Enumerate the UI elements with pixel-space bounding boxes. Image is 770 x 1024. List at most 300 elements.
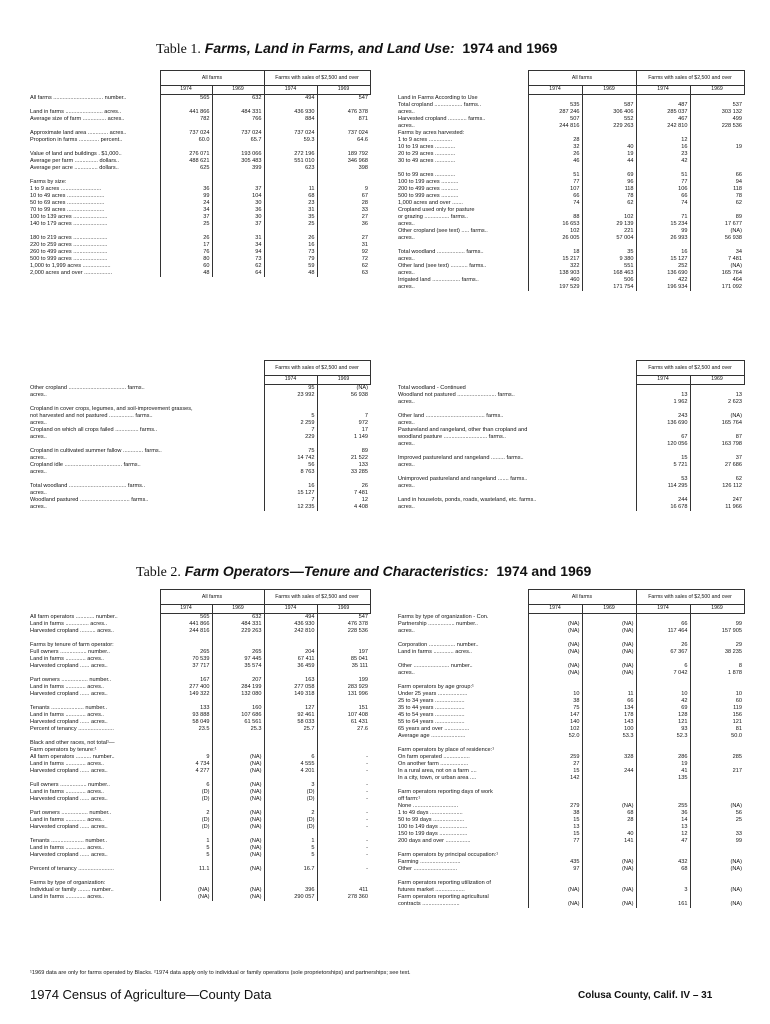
row-value: 29 <box>690 642 744 649</box>
table-row <box>28 635 370 642</box>
table-row <box>396 385 744 393</box>
row-value: - <box>317 824 370 831</box>
row-label: 10 to 49 acres ........................ <box>30 193 105 199</box>
table-row <box>396 873 744 880</box>
row-value: - <box>317 782 370 789</box>
table-row <box>28 476 370 483</box>
row-value: 87 <box>690 434 744 441</box>
row-value <box>582 789 636 796</box>
row-value: - <box>317 810 370 817</box>
row-value: 632 <box>212 614 264 622</box>
row-label: Harvested cropland ...... acres.. <box>30 691 108 697</box>
row-value: 36 459 <box>264 663 317 670</box>
table-row <box>396 102 744 109</box>
row-value: 58 033 <box>264 719 317 726</box>
row-value <box>582 242 636 249</box>
row-value: 48 <box>160 270 212 277</box>
t1l-body <box>28 95 370 278</box>
table-row <box>396 824 744 831</box>
row-value <box>317 831 370 838</box>
table2-title <box>136 563 591 581</box>
row-value <box>636 747 690 754</box>
row-label: Land in Farms According to Use <box>398 94 478 101</box>
row-value: 59.3 <box>264 137 317 144</box>
row-value: 67 411 <box>264 656 317 663</box>
row-label <box>28 102 160 109</box>
row-value: 92 <box>317 249 370 256</box>
t1r-year-1974a: 1974 <box>528 86 582 95</box>
row-value: 18 <box>528 249 582 256</box>
row-value: 587 <box>582 102 636 109</box>
row-value: (NA) <box>582 859 636 866</box>
row-label: acres.. <box>30 392 47 398</box>
row-value <box>690 761 744 768</box>
row-value: 74 <box>636 200 690 207</box>
row-value <box>690 796 744 803</box>
row-value: 278 360 <box>317 894 370 901</box>
table-row <box>396 628 744 635</box>
row-value: 552 <box>582 116 636 123</box>
t2r-body <box>396 614 744 909</box>
row-value: 29 139 <box>582 221 636 228</box>
row-value: 178 <box>582 712 636 719</box>
row-value: 1 962 <box>636 399 690 406</box>
table-row <box>396 761 744 768</box>
row-label: Land in farms ............. acres.. <box>30 761 104 767</box>
table-row <box>28 782 370 789</box>
row-value <box>317 698 370 705</box>
table-row <box>28 796 370 803</box>
row-value: 464 <box>690 277 744 284</box>
table-row <box>28 810 370 817</box>
row-value: 35 574 <box>212 663 264 670</box>
row-value <box>264 441 317 448</box>
row-value: (NA) <box>690 413 744 420</box>
table-row <box>28 392 370 399</box>
row-value <box>212 642 264 649</box>
table-row <box>396 497 744 504</box>
row-value: (D) <box>264 789 317 796</box>
row-value: 27 <box>528 761 582 768</box>
row-label: Harvested cropland ............ farms.. <box>398 116 486 122</box>
row-value: 436 930 <box>264 621 317 628</box>
row-value: 12 <box>636 137 690 144</box>
row-value <box>317 740 370 747</box>
row-value: - <box>317 852 370 859</box>
row-value: (NA) <box>582 628 636 635</box>
row-label: Total cropland .................. farms.. <box>398 102 482 108</box>
table-row <box>28 434 370 441</box>
row-value: (NA) <box>212 768 264 775</box>
row-label: Other land (see text) ........... farms.. <box>398 263 487 269</box>
row-value: 51 <box>528 172 582 179</box>
row-value: 247 <box>690 497 744 504</box>
row-label: acres.. <box>398 504 415 510</box>
row-value <box>317 733 370 740</box>
row-value: 118 <box>690 186 744 193</box>
row-value: 10 <box>528 691 582 698</box>
row-value <box>582 95 636 103</box>
row-value <box>690 775 744 782</box>
table-row <box>396 399 744 406</box>
row-value: 507 <box>528 116 582 123</box>
row-label: Harvested cropland .......... acres.. <box>30 628 114 634</box>
row-value <box>264 733 317 740</box>
row-value: 30 <box>212 200 264 207</box>
row-value: 2 <box>264 810 317 817</box>
row-value: 487 <box>636 102 690 109</box>
row-value: 117 464 <box>636 628 690 635</box>
row-value: 306 406 <box>582 109 636 116</box>
row-value: 7 481 <box>690 256 744 263</box>
table-row <box>28 838 370 845</box>
row-value: 16 <box>636 144 690 151</box>
table1-lower-left-block <box>28 360 370 511</box>
row-value: 85 041 <box>317 656 370 663</box>
row-value: 37 <box>160 214 212 221</box>
row-value <box>582 137 636 144</box>
row-value: 737 024 <box>317 130 370 137</box>
row-label: 1,000 acres and over ....... <box>398 200 463 206</box>
row-value: 134 <box>582 705 636 712</box>
table-row <box>396 193 744 200</box>
row-value: 221 <box>582 228 636 235</box>
row-value <box>690 789 744 796</box>
row-value: (NA) <box>212 838 264 845</box>
row-value: 97 <box>528 866 582 873</box>
table-row <box>396 663 744 670</box>
row-value: (NA) <box>690 228 744 235</box>
table-row <box>396 158 744 165</box>
row-value: 15 234 <box>636 221 690 228</box>
table-row <box>28 130 370 137</box>
row-value <box>528 207 582 214</box>
row-label: Full owners ................. number.. <box>30 649 110 655</box>
row-value: 73 <box>212 256 264 263</box>
table-row <box>396 740 744 747</box>
row-value <box>582 824 636 831</box>
row-value: (NA) <box>212 894 264 901</box>
row-label <box>28 228 160 235</box>
table-row <box>28 726 370 733</box>
row-value: 36 <box>636 810 690 817</box>
table-row <box>28 768 370 775</box>
table-row <box>396 406 744 413</box>
table-row <box>28 845 370 852</box>
row-value: 93 <box>636 726 690 733</box>
table-row <box>396 172 744 179</box>
row-value: 147 <box>528 712 582 719</box>
row-label <box>28 635 160 642</box>
table-row <box>396 151 744 158</box>
t1r-year-1969a: 1969 <box>582 86 636 95</box>
row-value: 66 <box>690 172 744 179</box>
table-row <box>28 95 370 103</box>
row-value: 12 <box>317 497 370 504</box>
row-value <box>528 635 582 642</box>
row-label: not harvested and not pastured ................ farms.. <box>30 413 153 419</box>
row-value: 15 <box>528 768 582 775</box>
row-value: 56 938 <box>690 235 744 242</box>
t1l-col-sales: Farms with sales of $2,500 and over <box>264 71 370 86</box>
row-value: 31 <box>264 207 317 214</box>
table-row <box>28 817 370 824</box>
row-value <box>528 782 582 789</box>
row-value: 16 678 <box>636 504 690 511</box>
t2l-col-allfarms: All farms <box>160 590 264 605</box>
row-value: 119 <box>690 705 744 712</box>
row-value: 75 <box>264 448 317 455</box>
row-value: 199 <box>317 677 370 684</box>
row-value <box>160 179 212 186</box>
row-value <box>690 406 744 413</box>
row-value <box>528 95 582 103</box>
row-value: (NA) <box>528 663 582 670</box>
row-value <box>582 677 636 684</box>
table-row <box>396 747 744 754</box>
t2r-col-sales: Farms with sales of $2,500 and over <box>636 590 744 605</box>
row-value: 229 <box>264 434 317 441</box>
row-value: 38 <box>528 698 582 705</box>
row-label <box>28 733 160 740</box>
row-value: 61 561 <box>212 719 264 726</box>
t1l-col-allfarms: All farms <box>160 71 264 86</box>
row-value: 69 <box>636 705 690 712</box>
row-value: 67 367 <box>636 649 690 656</box>
row-value <box>264 172 317 179</box>
row-value: 23 <box>636 151 690 158</box>
t1ll-year-1974: 1974 <box>264 376 317 385</box>
row-value: 102 <box>528 726 582 733</box>
row-value: 89 <box>317 448 370 455</box>
row-value: 28 <box>528 137 582 144</box>
row-label: Harvested cropland ...... acres.. <box>30 663 108 669</box>
row-value: 149 318 <box>264 691 317 698</box>
table-row <box>28 242 370 249</box>
row-value <box>212 733 264 740</box>
table-row <box>28 740 370 747</box>
row-value: 142 <box>528 775 582 782</box>
row-label <box>28 775 160 782</box>
row-value: 3 <box>264 782 317 789</box>
row-value: 6 <box>160 782 212 789</box>
row-value: 16 <box>264 483 317 490</box>
row-value: 44 <box>582 158 636 165</box>
row-value <box>690 448 744 455</box>
row-label: Other land ...................................... farms.. <box>398 413 504 419</box>
row-label: acres.. <box>398 221 415 227</box>
table-row <box>396 455 744 462</box>
row-value <box>690 490 744 497</box>
row-value: 34 <box>690 249 744 256</box>
row-value <box>636 740 690 747</box>
row-value <box>690 873 744 880</box>
row-value: 27 <box>317 235 370 242</box>
row-label: Harvested cropland ...... acres.. <box>30 768 108 774</box>
row-value: 5 721 <box>636 462 690 469</box>
row-value <box>212 873 264 880</box>
row-value: 476 378 <box>317 109 370 116</box>
row-value <box>212 740 264 747</box>
row-value: 40 <box>582 831 636 838</box>
row-value: 484 331 <box>212 621 264 628</box>
row-label: 20 to 29 acres ............. <box>398 151 456 157</box>
row-label: Land in farms ............. acres.. <box>30 789 104 795</box>
row-value: 23 992 <box>264 392 317 399</box>
row-value <box>264 476 317 483</box>
t1lr-year-1974: 1974 <box>636 376 690 385</box>
row-value: 285 037 <box>636 109 690 116</box>
row-value: (NA) <box>690 263 744 270</box>
row-value <box>636 427 690 434</box>
table-row <box>28 179 370 186</box>
row-value <box>317 859 370 866</box>
row-value: 12 235 <box>264 504 317 511</box>
t1lr-body <box>396 385 744 512</box>
row-value: 484 331 <box>212 109 264 116</box>
table-row <box>28 123 370 130</box>
table-row <box>396 137 744 144</box>
row-label: 220 to 259 acres ...................... <box>30 242 108 248</box>
row-value <box>582 740 636 747</box>
row-label: Average age ...................... <box>398 733 466 739</box>
row-value: 107 <box>528 186 582 193</box>
row-value: 10 <box>690 691 744 698</box>
row-value <box>212 775 264 782</box>
row-value: 4 408 <box>317 504 370 511</box>
table-row <box>396 123 744 130</box>
row-value: - <box>317 817 370 824</box>
row-label: Other cropland (see text) ..... farms.. <box>398 228 488 234</box>
row-value: (NA) <box>212 796 264 803</box>
row-value: 26 005 <box>528 235 582 242</box>
row-label: Other cropland ..................................... farms.. <box>30 384 145 391</box>
row-value: 165 764 <box>690 270 744 277</box>
row-value: 38 235 <box>690 649 744 656</box>
row-value: 51 <box>636 172 690 179</box>
row-value: 104 <box>212 193 264 200</box>
table1-lower-left-table <box>28 360 371 511</box>
row-value: 26 <box>528 151 582 158</box>
table-row <box>28 413 370 420</box>
row-value: 11.1 <box>160 866 212 873</box>
row-label: Average size of farm ............... acres.. <box>30 116 125 122</box>
row-value: 7 042 <box>636 670 690 677</box>
table-row <box>28 649 370 656</box>
row-value <box>582 684 636 691</box>
row-value: 92 461 <box>264 712 317 719</box>
row-value: 16 <box>264 242 317 249</box>
row-value <box>160 733 212 740</box>
table-row <box>28 137 370 144</box>
row-value: 782 <box>160 116 212 123</box>
table-row <box>396 894 744 901</box>
row-label <box>396 448 636 455</box>
row-value <box>160 803 212 810</box>
row-label: acres.. <box>398 256 415 262</box>
table1-right-block <box>396 70 744 291</box>
row-label: Land in farms ............. acres.. <box>30 712 104 718</box>
row-label: 100 to 139 acres ...................... <box>30 214 108 220</box>
row-value: 160 <box>212 705 264 712</box>
row-label: Land in farms ............. acres.. <box>30 894 104 900</box>
table-row <box>396 434 744 441</box>
row-label: Pastureland and rangeland, other than cropland and <box>398 427 528 433</box>
row-value: 499 <box>690 116 744 123</box>
row-value: - <box>317 866 370 873</box>
row-label: Land in farms ............. acres.. <box>30 845 104 851</box>
table-row <box>396 838 744 845</box>
row-value <box>582 165 636 172</box>
table-row <box>396 803 744 810</box>
row-label: All farms ................................ number.. <box>30 94 127 101</box>
row-value: 2 259 <box>264 420 317 427</box>
row-value: 244 816 <box>528 123 582 130</box>
row-value <box>264 803 317 810</box>
row-value: 11 <box>264 186 317 193</box>
row-value: 132 080 <box>212 691 264 698</box>
row-value: 5 <box>264 852 317 859</box>
row-value: 136 690 <box>636 270 690 277</box>
row-label: Woodland not pastured ......................... farms.. <box>398 392 515 398</box>
table2-footnote: ¹1969 data are only for farms operated by Blacks. ²1974 data apply only to individual or family operations (sole proprietorships) and partnerships; see text. <box>30 970 411 976</box>
row-value: (NA) <box>212 754 264 761</box>
row-label: 100 to 199 acres ........... <box>398 179 459 185</box>
row-value <box>636 385 690 393</box>
table2-heading: Farm Operators—Tenure and Characteristics: <box>184 563 489 579</box>
table-row <box>28 831 370 838</box>
table-row <box>396 852 744 859</box>
row-label <box>396 740 528 747</box>
row-value: 135 <box>636 775 690 782</box>
row-value <box>528 740 582 747</box>
row-value: 13 <box>528 824 582 831</box>
row-value <box>317 670 370 677</box>
table-row <box>396 831 744 838</box>
t1l-year-1969a: 1969 <box>212 86 264 95</box>
table-row <box>28 747 370 754</box>
row-value: 80 <box>160 256 212 263</box>
table-row <box>396 789 744 796</box>
row-value <box>528 130 582 137</box>
table-row <box>396 621 744 628</box>
row-value: - <box>317 789 370 796</box>
row-value <box>317 179 370 186</box>
row-value <box>264 747 317 754</box>
table-row <box>396 712 744 719</box>
table-row <box>28 235 370 242</box>
row-value: 28 <box>317 200 370 207</box>
row-value: (NA) <box>582 887 636 894</box>
row-value: 193 066 <box>212 151 264 158</box>
row-value <box>264 102 317 109</box>
row-label: 25 to 34 years ................... <box>398 698 465 704</box>
row-value: 138 903 <box>528 270 582 277</box>
table-row <box>28 158 370 165</box>
table-row <box>396 698 744 705</box>
row-value: 37 <box>212 221 264 228</box>
row-value: 252 <box>636 263 690 270</box>
row-label <box>28 399 264 406</box>
row-label: acres.. <box>30 504 47 510</box>
row-value <box>160 123 212 130</box>
row-value: (NA) <box>528 670 582 677</box>
row-label: 500 to 999 acres ...................... <box>30 256 108 262</box>
row-value: 140 <box>528 719 582 726</box>
table-row <box>28 656 370 663</box>
row-value: 476 378 <box>317 621 370 628</box>
row-label: All farm operators .......... number.. <box>30 754 115 760</box>
